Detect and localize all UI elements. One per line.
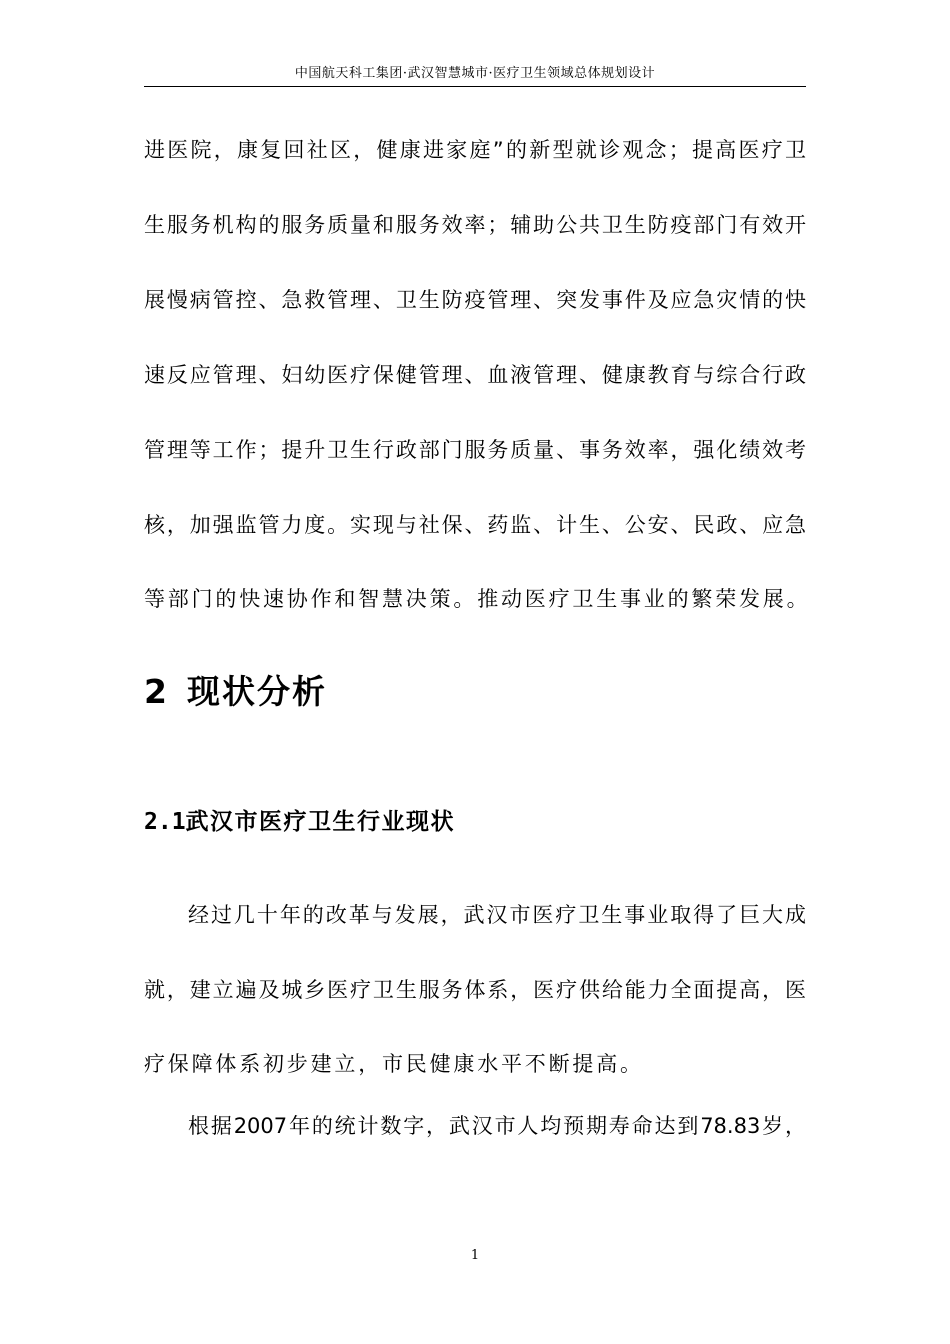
paragraph-line: 经过几十年的改革与发展，武汉市医疗卫生事业取得了巨大成 bbox=[188, 903, 806, 927]
paragraph-line: 管理等工作；提升卫生行政部门服务质量、事务效率，强化绩效考 bbox=[144, 438, 806, 462]
paragraph-line: 生服务机构的服务质量和服务效率；辅助公共卫生防疫部门有效开 bbox=[144, 213, 806, 237]
page-number: 1 bbox=[470, 1248, 480, 1263]
paragraph-line: 疗保障体系初步建立，市民健康水平不断提高。 bbox=[144, 1052, 644, 1076]
header-title: 中国航天科工集团·武汉智慧城市·医疗卫生领域总体规划设计 bbox=[294, 66, 656, 81]
paragraph-line: 根据2007年的统计数字，武汉市人均预期寿命达到78.83岁， bbox=[188, 1114, 806, 1138]
section-title: 现状分析 bbox=[186, 672, 327, 711]
section-number: 2 bbox=[144, 672, 169, 711]
paragraph-line: 速反应管理、妇幼医疗保健管理、血液管理、健康教育与综合行政 bbox=[144, 363, 806, 387]
subsection-title: 武汉市医疗卫生行业现状 bbox=[185, 809, 456, 835]
section-heading bbox=[144, 670, 327, 714]
paragraph-line: 展慢病管控、急救管理、卫生防疫管理、突发事件及应急灾情的快 bbox=[144, 288, 806, 312]
paragraph-line: 进医院，康复回社区，健康进家庭”的新型就诊观念；提高医疗卫 bbox=[144, 138, 806, 162]
paragraph-line: 等部门的快速协作和智慧决策。推动医疗卫生事业的繁荣发展。 bbox=[144, 587, 811, 611]
header-divider bbox=[144, 86, 806, 87]
paragraph-line: 就，建立遍及城乡医疗卫生服务体系，医疗供给能力全面提高，医 bbox=[144, 978, 806, 1002]
subsection-heading bbox=[144, 805, 455, 839]
paragraph-line: 核，加强监管力度。实现与社保、药监、计生、公安、民政、应急 bbox=[144, 513, 806, 537]
subsection-number: 2.1 bbox=[144, 809, 186, 835]
